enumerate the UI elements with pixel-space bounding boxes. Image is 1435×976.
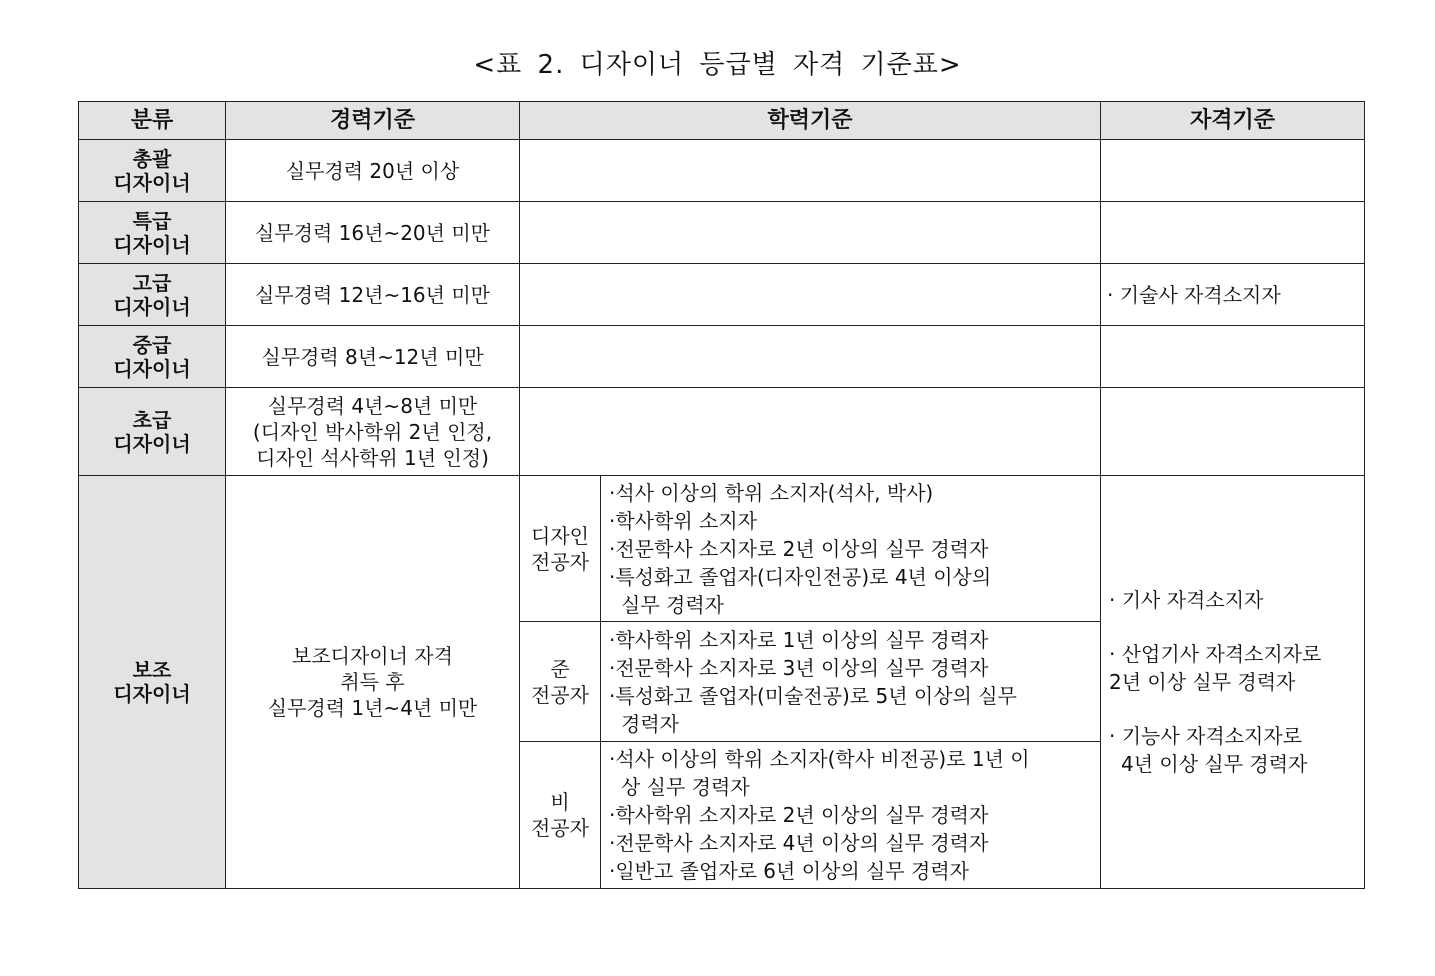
header-row (79, 102, 1365, 140)
table-title: <표 2. 디자이너 등급별 자격 기준표> (473, 50, 962, 80)
major-label: 비 (550, 790, 570, 814)
education-item: ·전문학사 소지자로 4년 이상의 실무 경력자 (609, 831, 989, 855)
career-line: 실무경력 1년~4년 미만 (267, 696, 478, 720)
grade-cell (79, 388, 226, 476)
career-line: (디자인 박사학위 2년 인정, (252, 419, 493, 444)
career-line: 취득 후 (340, 670, 405, 694)
grade-label: 총괄 (132, 146, 172, 171)
education-list-cell (601, 742, 1101, 889)
education-item: ·석사 이상의 학위 소지자(석사, 박사) (609, 480, 934, 505)
grade-label: 초급 (132, 407, 172, 432)
grade-cell (79, 326, 226, 388)
designer-grade-table (78, 101, 1365, 889)
education-item: ·일반고 졸업자로 6년 이상의 실무 경력자 (609, 859, 969, 883)
education-item: ·학사학위 소지자로 2년 이상의 실무 경력자 (609, 803, 989, 827)
grade-cell (79, 264, 226, 326)
license-cell (1101, 202, 1365, 264)
table-row (79, 326, 1365, 388)
education-item: 실무 경력자 (621, 592, 724, 617)
grade-label: 특급 (132, 208, 172, 233)
education-item: 상 실무 경력자 (621, 775, 750, 799)
career-line: 보조디자이너 자격 (292, 644, 453, 668)
education-list-cell (601, 476, 1101, 622)
table-row (79, 140, 1365, 202)
license-cell (1101, 476, 1365, 889)
license-cell: · 기술사 자격소지자 (1101, 264, 1365, 326)
table-row (79, 264, 1365, 326)
grade-label: 디자이너 (113, 431, 191, 456)
career-cell: 실무경력 20년 이상 (226, 140, 520, 202)
license-cell (1101, 326, 1365, 388)
career-line: 실무경력 4년~8년 미만 (267, 393, 478, 418)
career-cell: 실무경력 16년~20년 미만 (226, 202, 520, 264)
education-item: ·특성화고 졸업자(미술전공)로 5년 이상의 실무 (609, 683, 1017, 708)
header-category: 분류 (79, 102, 226, 140)
license-line: · 기능사 자격소지자로 (1109, 724, 1302, 748)
education-cell (520, 326, 1101, 388)
education-list-cell (601, 622, 1101, 742)
education-cell (520, 202, 1101, 264)
education-cell (520, 264, 1101, 326)
license-line: 2년 이상 실무 경력자 (1109, 670, 1296, 694)
header-license: 자격기준 (1101, 102, 1365, 140)
major-label: 디자인 (531, 523, 589, 548)
grade-cell (79, 476, 226, 889)
license-cell (1101, 140, 1365, 202)
career-cell: 실무경력 12년~16년 미만 (226, 264, 520, 326)
education-item: ·전문학사 소지자로 2년 이상의 실무 경력자 (609, 536, 989, 561)
grade-label: 디자이너 (113, 294, 191, 319)
grade-label: 고급 (132, 270, 172, 295)
header-career: 경력기준 (226, 102, 520, 140)
major-label: 전공자 (531, 816, 589, 840)
major-label-cell (520, 476, 601, 622)
education-item: ·학사학위 소지자 (609, 508, 757, 533)
license-cell (1101, 388, 1365, 476)
license-line: 4년 이상 실무 경력자 (1121, 752, 1308, 776)
table-row (79, 388, 1365, 476)
career-cell (226, 388, 520, 476)
major-label: 준 (550, 656, 570, 681)
education-item: ·석사 이상의 학위 소지자(학사 비전공)로 1년 이 (609, 747, 1030, 771)
grade-label: 디자이너 (113, 232, 191, 257)
education-item: ·특성화고 졸업자(디자인전공)로 4년 이상의 (609, 564, 992, 589)
career-line: 디자인 석사학위 1년 인정) (256, 445, 489, 470)
grade-cell (79, 202, 226, 264)
license-line: · 산업기사 자격소지자로 (1109, 642, 1322, 666)
education-item: 경력자 (621, 711, 679, 736)
table-row (79, 202, 1365, 264)
major-label: 전공자 (531, 549, 589, 574)
major-label-cell (520, 622, 601, 742)
education-item: ·학사학위 소지자로 1년 이상의 실무 경력자 (609, 627, 989, 652)
career-cell (226, 476, 520, 889)
education-cell (520, 388, 1101, 476)
education-cell (520, 140, 1101, 202)
grade-label: 보조 (132, 658, 172, 682)
header-education: 학력기준 (520, 102, 1101, 140)
grade-label: 디자이너 (113, 682, 191, 706)
career-cell: 실무경력 8년~12년 미만 (226, 326, 520, 388)
grade-label: 중급 (132, 332, 172, 357)
table-row (79, 476, 1365, 622)
grade-label: 디자이너 (113, 170, 191, 195)
grade-label: 디자이너 (113, 356, 191, 381)
major-label-cell (520, 742, 601, 889)
education-item: ·전문학사 소지자로 3년 이상의 실무 경력자 (609, 655, 989, 680)
grade-cell (79, 140, 226, 202)
license-line: · 기사 자격소지자 (1109, 588, 1264, 612)
major-label: 전공자 (531, 682, 589, 707)
